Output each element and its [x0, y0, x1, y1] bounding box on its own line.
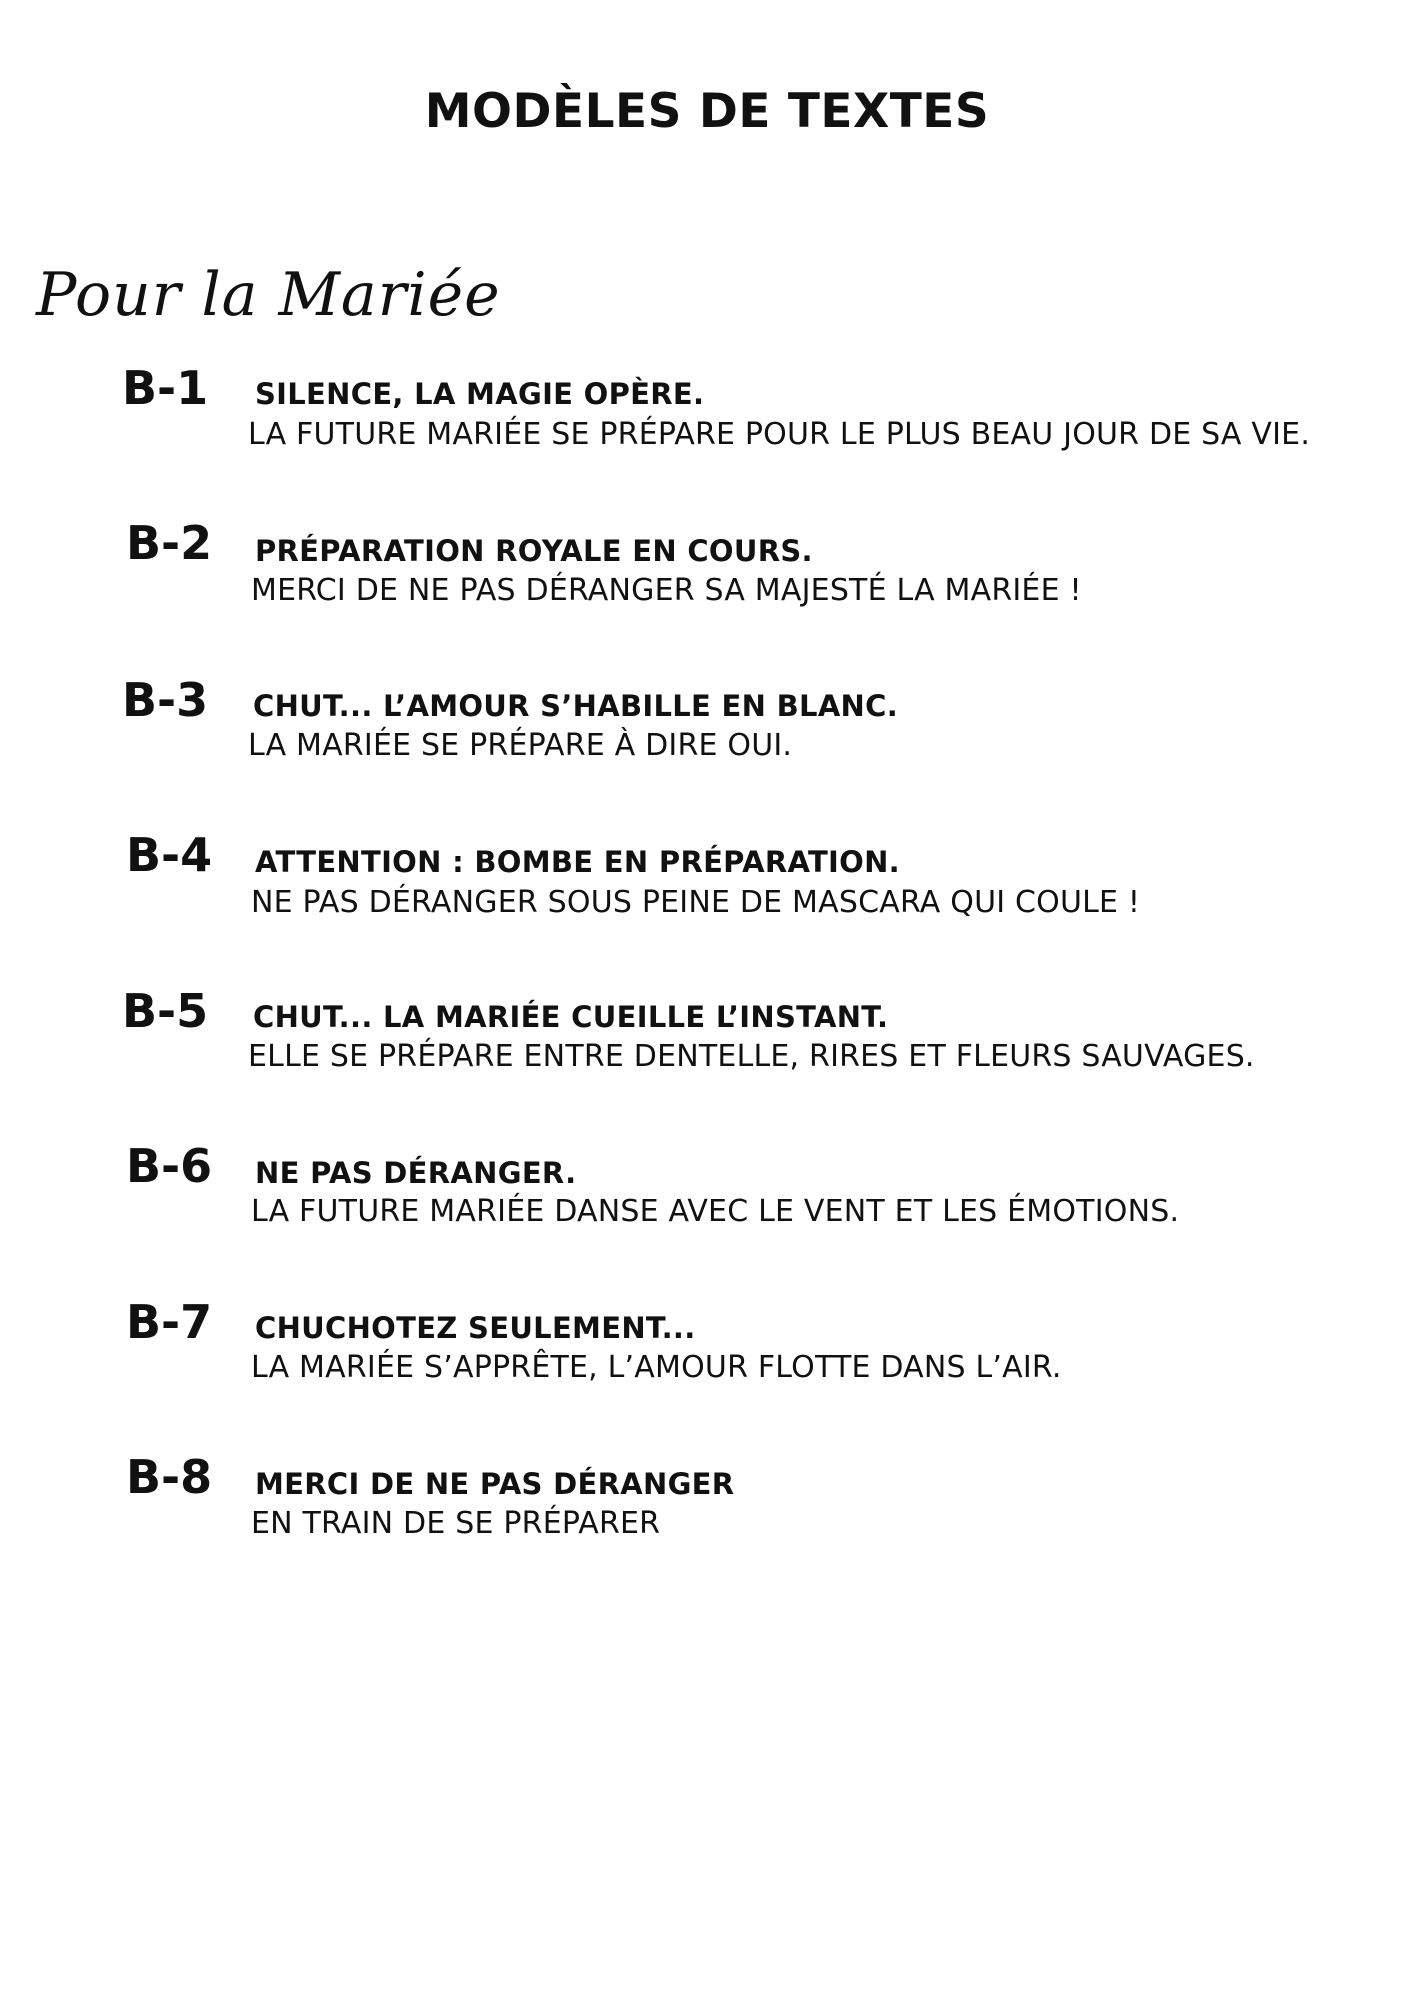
entry-heading: CHUT... LA MARIÉE CUEILLE L’INSTANT. [253, 1000, 889, 1034]
entry-code: B-8 [126, 1450, 213, 1504]
entry-body: LA MARIÉE SE PRÉPARE À DIRE OUI. [248, 728, 793, 763]
entry-body: LA MARIÉE S’APPRÊTE, L’AMOUR FLOTTE DANS L’AIR. [251, 1350, 1062, 1385]
entry-body: LA FUTURE MARIÉE SE PRÉPARE POUR LE PLUS BEAU JOUR DE SA VIE. [248, 417, 1311, 452]
text-entry-b6 [0, 1138, 1414, 1258]
text-entry-b1 [0, 360, 1414, 480]
entry-code: B-5 [122, 984, 209, 1038]
entry-code: B-2 [126, 516, 213, 570]
entry-body: NE PAS DÉRANGER SOUS PEINE DE MASCARA QUI COULE ! [251, 885, 1141, 920]
entry-body: MERCI DE NE PAS DÉRANGER SA MAJESTÉ LA MARIÉE ! [251, 573, 1082, 608]
entry-code: B-4 [126, 828, 213, 882]
entry-heading: NE PAS DÉRANGER. [255, 1156, 577, 1190]
entry-code: B-1 [122, 361, 209, 415]
entry-code: B-3 [122, 673, 209, 727]
entry-body: EN TRAIN DE SE PRÉPARER [251, 1506, 661, 1541]
text-entry-b3 [0, 672, 1414, 792]
page-title: MODÈLES DE TEXTES [424, 84, 990, 139]
entry-heading: ATTENTION : BOMBE EN PRÉPARATION. [255, 845, 900, 879]
entry-body: LA FUTURE MARIÉE DANSE AVEC LE VENT ET LES ÉMOTIONS. [251, 1194, 1180, 1229]
entry-heading: CHUT... L’AMOUR S’HABILLE EN BLANC. [253, 689, 899, 723]
entry-heading: PRÉPARATION ROYALE EN COURS. [255, 534, 813, 568]
text-entry-b7 [0, 1294, 1414, 1414]
entry-code: B-6 [126, 1139, 213, 1193]
text-entry-b8 [0, 1449, 1414, 1569]
entry-body: ELLE SE PRÉPARE ENTRE DENTELLE, RIRES ET FLEURS SAUVAGES. [248, 1039, 1255, 1074]
text-entry-b4 [0, 827, 1414, 947]
text-entry-b5 [0, 983, 1414, 1103]
entry-code: B-7 [126, 1295, 213, 1349]
text-entry-b2 [0, 515, 1414, 635]
entry-heading: CHUCHOTEZ SEULEMENT... [255, 1311, 696, 1345]
section-title: Pour la Mariée [36, 260, 501, 330]
entry-heading: MERCI DE NE PAS DÉRANGER [255, 1467, 735, 1501]
entry-heading: SILENCE, LA MAGIE OPÈRE. [255, 377, 705, 411]
